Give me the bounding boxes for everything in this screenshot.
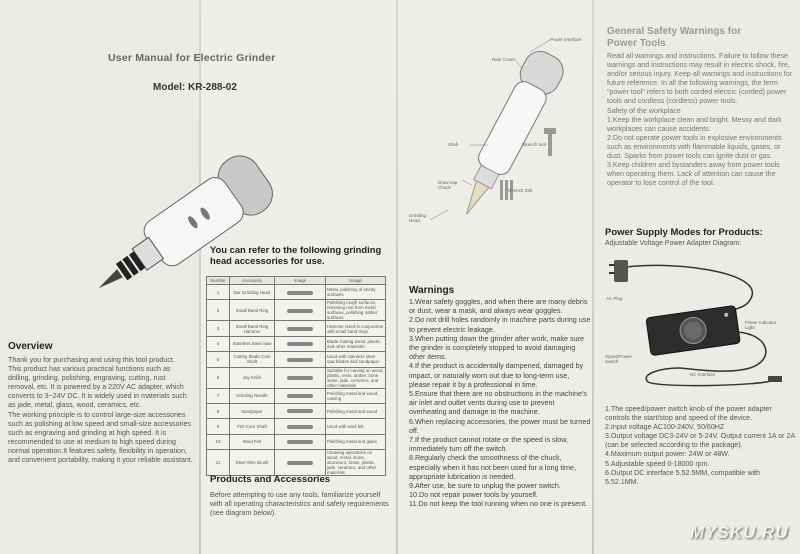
accessory-image-icon bbox=[287, 327, 313, 331]
table-cell-accessory: Sandpaper bbox=[230, 403, 275, 418]
table-cell-accessory: Small Band Ring Hammer bbox=[230, 321, 275, 336]
table-row bbox=[207, 300, 386, 321]
table-cell-usage: Suitable for carving on wood, plastic, resin, amber, bone, stone, jade, ceramics, and other materials bbox=[327, 367, 384, 388]
accessory-image-icon bbox=[287, 358, 313, 362]
accessory-image bbox=[275, 419, 326, 434]
table-cell-number: 10 bbox=[207, 434, 230, 449]
accessory-image-icon bbox=[287, 291, 313, 295]
accessory-image-icon bbox=[287, 425, 313, 429]
table-row bbox=[207, 403, 386, 418]
table-header: Image bbox=[275, 277, 326, 285]
table-row bbox=[207, 388, 386, 403]
safety-text: Read all warnings and instructions. Failure to follow these warnings and instructions may result in electric shock, fire, and/or serious injury. Keep all warnings and instructions for future reference. In all the following warnings, the term "power tool" refers to both corded electric (corded) power tools and cordless (cordless) power tools. Safety of the workplace 1.Keep the workplace clean and bright. Messy and dark workplaces can cause accidents. 2.Do not operate power tools in explosive environments such as environments with flammable liquids, gases, or dust. Sparks from power tools can ignite dust or gas. 3.Keep children and bystanders away from power tools when operating them. Lack of attention can cause the operator to lose control of the tool. bbox=[607, 52, 793, 188]
products-text: Before attempting to use any tools, familiarize yourself with all operating characteristics and safety requirements (see diagram below). bbox=[210, 491, 389, 518]
accessories-table bbox=[206, 276, 386, 476]
table-cell-number: 11 bbox=[207, 450, 230, 476]
safety-heading: General Safety Warnings for Power Tools bbox=[607, 26, 742, 49]
table-cell-number: 5 bbox=[207, 352, 230, 367]
table-cell-usage: Used with stainless steel saw blades and sandpaper bbox=[326, 352, 386, 367]
accessory-image-icon bbox=[287, 376, 313, 380]
table-cell-accessory: Steel Wire Brush bbox=[230, 450, 275, 476]
table-cell-usage: Metal, polishing of sturdy surfaces bbox=[326, 285, 386, 300]
label-wrench-tool: Wrench tool bbox=[522, 142, 546, 147]
table-cell-accessory: Wool Felt bbox=[230, 434, 275, 449]
accessory-image bbox=[275, 450, 326, 476]
accessory-image bbox=[275, 321, 326, 336]
table-header: Number bbox=[207, 277, 230, 285]
table-cell-number: 7 bbox=[207, 388, 230, 403]
table-row bbox=[207, 450, 386, 476]
accessory-image-icon bbox=[287, 461, 313, 465]
overview-text: Thank you for purchasing and using this tool product. This product has various practical functions such as drilling, grinding, polishing, engraving, cutting, rust removal, etc. It is powered by a 220V AC adapter, which converts to 3~24V DC. It is widely used in materials such as jade, metal, glass, wood, ceramics, etc. The working principle is to control large-size accessories such as polishing at low speed and small-size accessories such as engraving and grinding at high speed. It is recommended to use at medium to high speed during normal operation.It features safety, flexibility in operation, and convenient portability, making it your reliable assistant. bbox=[8, 356, 193, 465]
label-power-light: Power Indicator Light bbox=[745, 320, 777, 330]
accessory-image bbox=[275, 352, 326, 367]
label-shell: Shell bbox=[448, 142, 459, 147]
table-cell-usage: Polishing metal and wood bbox=[326, 403, 386, 418]
label-grinding-head: Grinding Head bbox=[409, 213, 427, 223]
accessory-image bbox=[275, 367, 326, 388]
accessory-image bbox=[275, 403, 326, 418]
table-cell-usage: Polishing metal and wood, carving bbox=[326, 388, 386, 403]
table-cell-usage: Polishing rough surfaces, removing rust from metal surfaces, polishing rubber surfaces bbox=[326, 300, 386, 321]
grinder-parts-diagram bbox=[400, 30, 590, 260]
table-cell-number: 3 bbox=[207, 321, 230, 336]
fold-line bbox=[396, 0, 398, 554]
accessory-image bbox=[275, 300, 326, 321]
products-heading: Products and Accessories bbox=[210, 474, 331, 485]
table-cell-usage: Blade Cutting wood, plastic, and other materials bbox=[326, 336, 386, 351]
accessory-image-icon bbox=[287, 394, 313, 398]
table-cell-number: 4 bbox=[207, 336, 230, 351]
label-rear-cover: Rear Cover bbox=[492, 57, 516, 62]
table-cell-usage: Cleaning operations on wood, metal, stone, aluminum, brass, plastic, jade, ceramics, and other materials bbox=[326, 450, 386, 476]
power-supply-heading: Power Supply Modes for Products: bbox=[605, 227, 763, 238]
table-cell-accessory: Grinding Needle bbox=[230, 388, 275, 403]
table-cell-accessory: Cutting Blade Core Shaft bbox=[230, 352, 275, 367]
table-cell-number: 8 bbox=[207, 403, 230, 418]
label-speed-switch: Speed/Power Switch bbox=[605, 354, 633, 364]
power-supply-subheading: Adjustable Voltage Power Adapter Diagram: bbox=[605, 240, 742, 247]
table-header: Accessory bbox=[230, 277, 275, 285]
table-row bbox=[207, 321, 386, 336]
accessories-heading: You can refer to the following grinding head accessories for use. bbox=[210, 244, 382, 266]
fold-line bbox=[592, 0, 594, 554]
label-dc-interface: DC Interface bbox=[690, 372, 716, 377]
table-row bbox=[207, 352, 386, 367]
table-row bbox=[207, 434, 386, 449]
table-cell-number: 1 bbox=[207, 285, 230, 300]
table-cell-accessory: Jay Knife bbox=[230, 367, 275, 388]
table-cell-number: 9 bbox=[207, 419, 230, 434]
accessory-image bbox=[275, 285, 326, 300]
warnings-heading: Warnings bbox=[409, 285, 455, 296]
table-cell-accessory: Small Band Ring bbox=[230, 300, 275, 321]
table-cell-usage: Used with wool felt bbox=[326, 419, 386, 434]
accessory-image-icon bbox=[287, 309, 313, 313]
accessory-image-icon bbox=[287, 342, 313, 346]
overview-heading: Overview bbox=[8, 341, 53, 352]
accessory-image bbox=[275, 336, 326, 351]
table-row bbox=[207, 285, 386, 300]
table-cell-usage: Hammer Used in conjunction with small band rings bbox=[326, 321, 386, 336]
accessory-image-icon bbox=[287, 440, 313, 444]
accessory-image-icon bbox=[287, 409, 313, 413]
label-drawcap-chuck: Draw-cap Chuck bbox=[438, 180, 458, 190]
table-cell-accessory: Bur Grinding Head bbox=[230, 285, 275, 300]
warnings-text: 1.Wear safety goggles, and when there are many debris or dust, wear a mask, and always wear goggles. 2.Do not drill holes randomly in machine parts during use to prevent electric leakage. 3.When putting down the grinder after work, make sure the grinder is completely stopped to avoid damaging other items. 4.If the product is accidentally dampened, damaged by impact, or naturally worn out due to long-term use, please repair it by a professional in time. 5.Ensure that there are no obstructions in the machine's air inlet and outlet vents during use to prevent overheating and damage to the machine. 6.When replacing accessories, the power must be turned off. 7.If the product cannot rotate or the speed is slow, immediately turn off the switch. 8.Regularly check the smoothness of the chuck, especially when it has not been used for a long time, appropriate lubrication is needed. 9.After use, be sure to unplug the power switch. 10.Do not repair power tools by yourself. 11.Do not keep the tool running when no one is present. bbox=[409, 297, 591, 509]
manual-title: User Manual for Electric Grinder bbox=[108, 52, 276, 64]
accessory-image bbox=[275, 388, 326, 403]
table-cell-accessory: Stainless Steel Saw bbox=[230, 336, 275, 351]
table-row bbox=[207, 336, 386, 351]
table-cell-number: 2 bbox=[207, 300, 230, 321]
model-number: Model: KR-288-02 bbox=[153, 82, 237, 93]
table-header: Usage bbox=[326, 277, 386, 285]
power-specs-text: 1.The speed/power switch knob of the power adapter controls the start/stop and speed of the device. 2.Input voltage AC100-240V, 50/60HZ 3.Output voltage DC3-24V or 5-24V. Output current 1A or 2A (can be selected according to the package). 4.Maximum output power: 24W or 48W. 5.Adjustable speed 0-18000 rpm. 6.Output DC interface 5.52.5MM, compatible with 5.52.1MM. bbox=[605, 405, 795, 486]
table-cell-number: 6 bbox=[207, 367, 230, 388]
accessory-image bbox=[275, 434, 326, 449]
watermark: MYSKU.RU bbox=[690, 523, 789, 542]
label-wrench-drill: Wrench Drill bbox=[508, 188, 533, 193]
table-cell-accessory: Felt Core Shaft bbox=[230, 419, 275, 434]
label-ac-plug: AC Plug bbox=[606, 296, 623, 301]
table-row bbox=[207, 367, 386, 388]
table-cell-usage: Polishing metal and glass bbox=[326, 434, 386, 449]
label-power-interface: Power Interface bbox=[550, 37, 582, 42]
table-row bbox=[207, 419, 386, 434]
